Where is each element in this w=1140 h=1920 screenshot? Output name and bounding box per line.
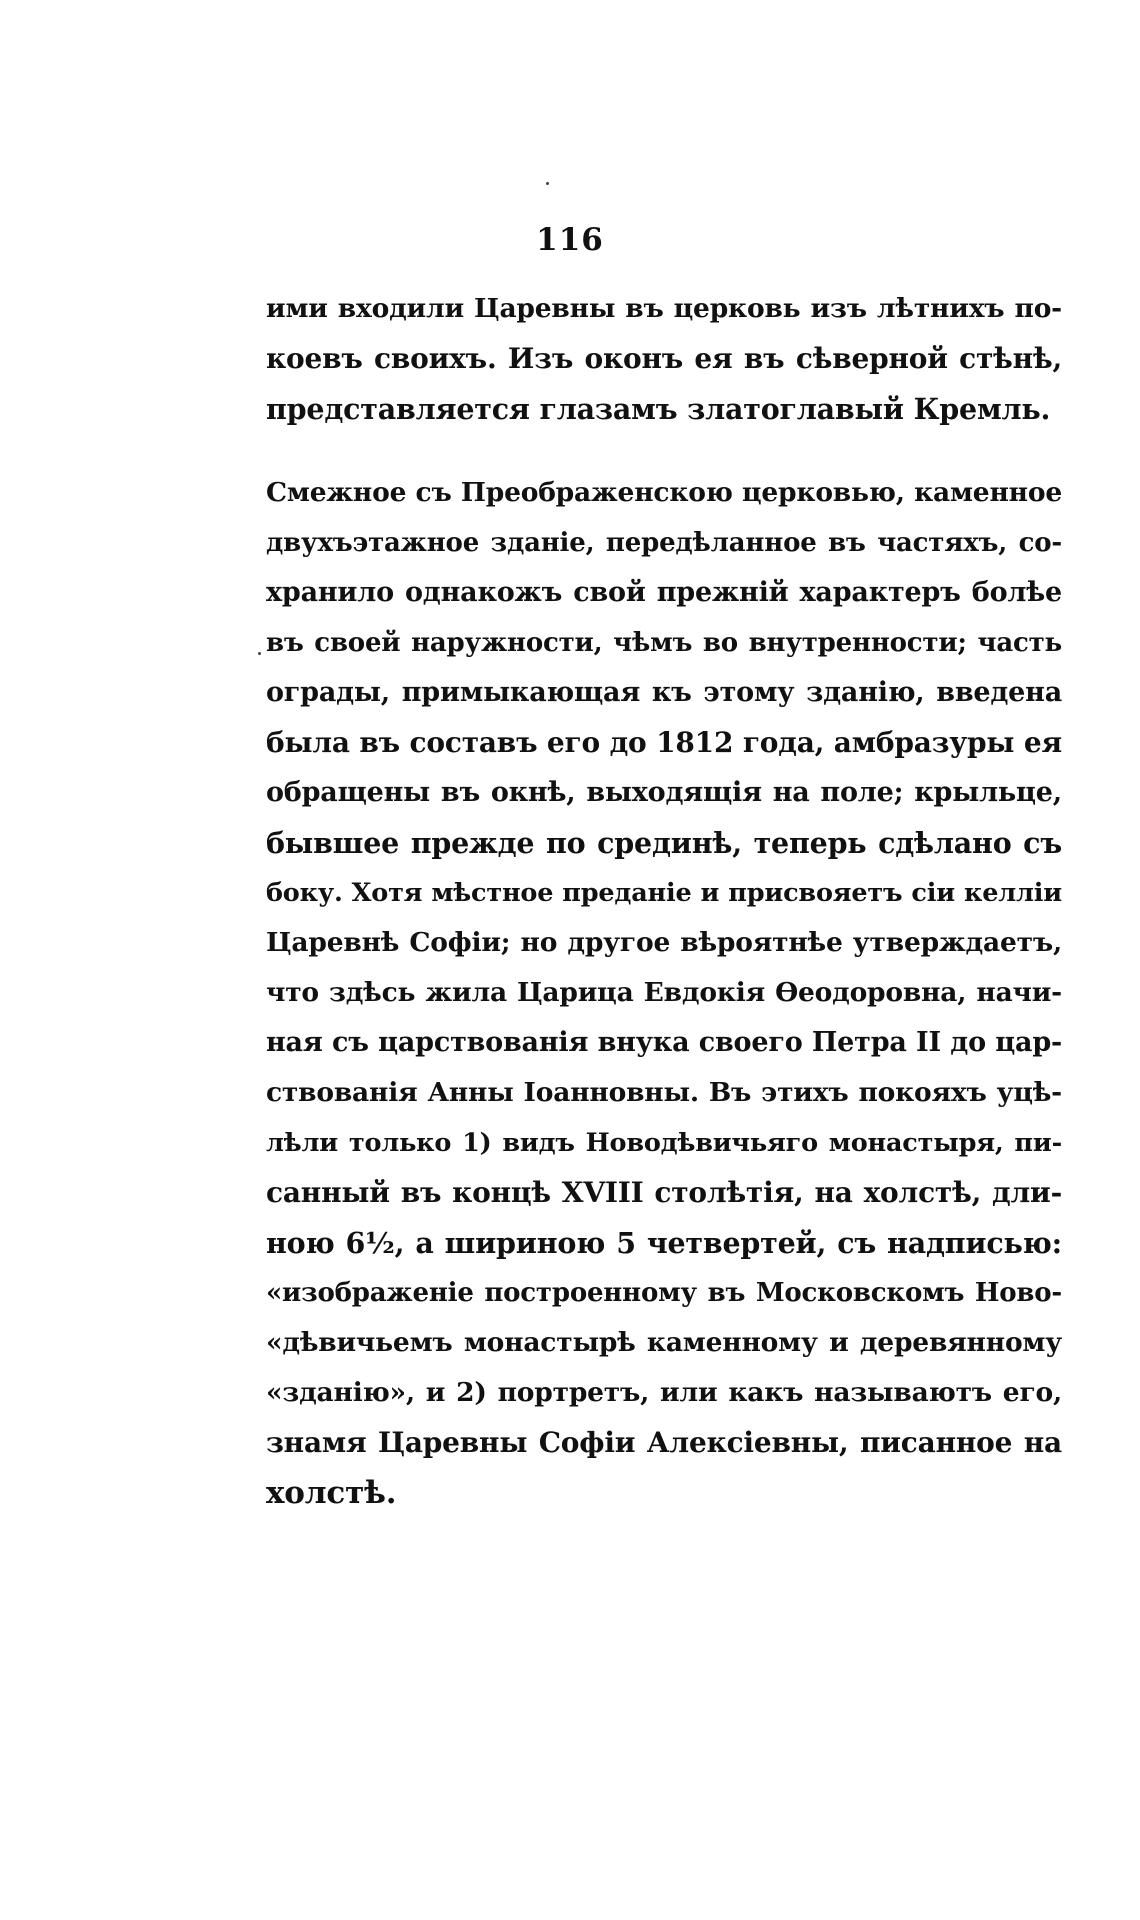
text-line: двухъэтажное зданіе, передѣланное въ частяхъ, со- (266, 528, 1062, 558)
text-line: «дѣвичьемъ монастырѣ каменному и деревянному (266, 1327, 1062, 1358)
text-line: Царевнѣ Софіи; но другое вѣроятнѣе утверждаетъ, (266, 927, 1062, 958)
text-line: ствованія Анны Іоанновны. Въ этихъ покояхъ уцѣ- (266, 1077, 1062, 1108)
text-line: бывшее прежде по срединѣ, теперь сдѣлано съ (266, 826, 1062, 860)
text-line: ограды, примыкающая къ этому зданію, введена (266, 677, 1062, 708)
print-speck (258, 652, 261, 655)
text-line: ная съ царствованія внука своего Петра II до цар- (266, 1027, 1062, 1058)
text-line: боку. Хотя мѣстное преданіе и присвояетъ сіи келліи (266, 878, 1062, 908)
text-line: что здѣсь жила Царица Евдокія Ѳеодоровна, начи- (266, 977, 1062, 1008)
page-number: 116 (536, 222, 604, 258)
text-line: «зданію», и 2) портретъ, или какъ называютъ его, (266, 1377, 1062, 1408)
text-line: ною 6½, а шириною 5 четвертей, съ надписью: (266, 1226, 1062, 1260)
text-line: «изображеніе построенному въ Московскомъ Ново- (266, 1278, 1062, 1308)
text-line: знамя Царевны Софіи Алексіевны, писанное на (266, 1426, 1062, 1459)
paragraph-1 (266, 284, 1062, 434)
text-line: представляется глазамъ златоглавый Кремль. (266, 392, 1051, 426)
print-speck (546, 182, 549, 185)
text-line: холстѣ. (266, 1475, 397, 1511)
text-line: Смежное съ Преображенскою церковью, каменное (266, 477, 1062, 508)
text-line: въ своей наружности, чѣмъ во внутренности; часть (266, 628, 1062, 658)
text-line: санный въ концѣ XVIII столѣтія, на холстѣ, дли- (266, 1176, 1062, 1209)
text-line: коевъ своихъ. Изъ оконъ ея въ сѣверной стѣнѣ, (266, 342, 1062, 375)
text-line: хранило однакожъ свой прежній характеръ болѣе (266, 577, 1062, 608)
text-line: лѣли только 1) видъ Новодѣвичьяго монастыря, пи- (266, 1128, 1062, 1158)
text-line: была въ составъ его до 1812 года, амбразуры ея (266, 726, 1062, 759)
text-line: ими входили Царевны въ церковь изъ лѣтнихъ по- (266, 293, 1062, 324)
paragraph-2 (266, 468, 1062, 1518)
text-line: обращены въ окнѣ, выходящія на поле; крыльце, (266, 777, 1062, 808)
